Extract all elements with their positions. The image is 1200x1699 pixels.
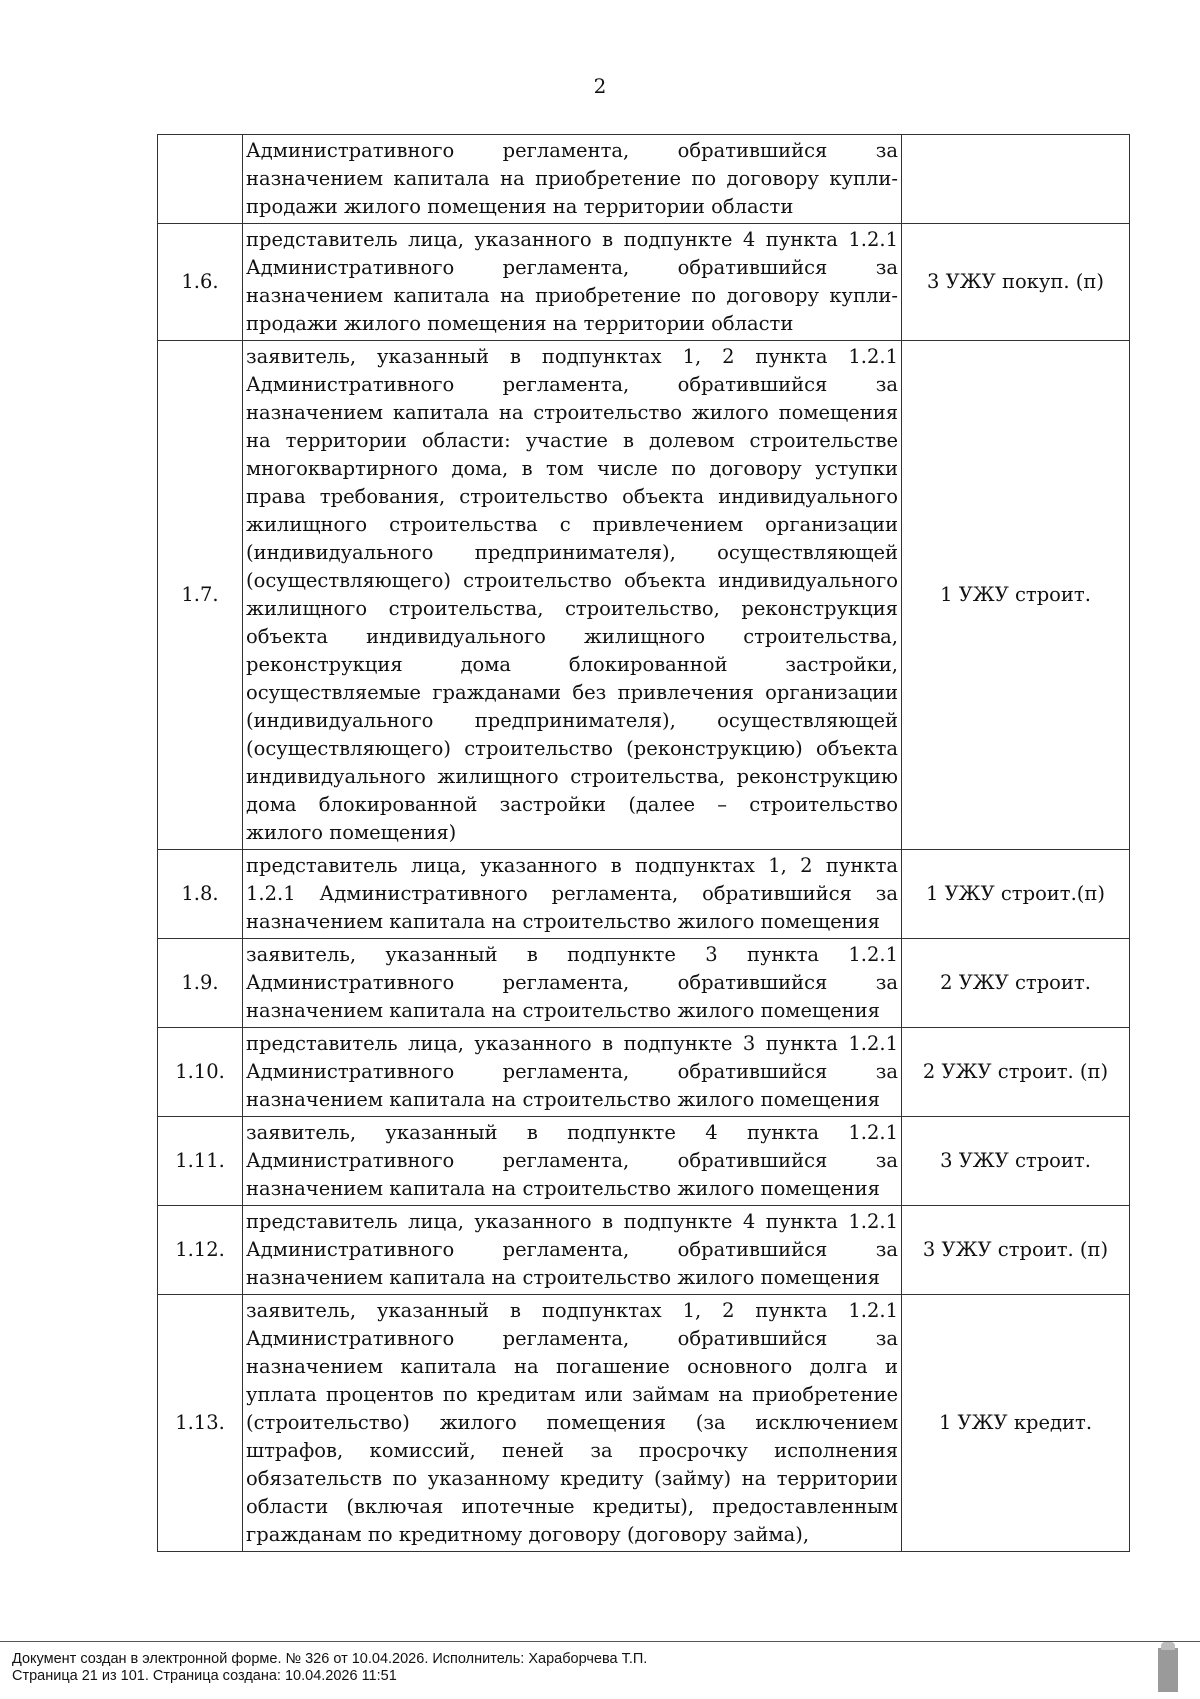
row-code: 3 УЖУ строит.: [902, 1117, 1130, 1206]
footer-page-info: Страница 21 из 101. Страница создана: 10.04.2026 11:51: [12, 1668, 397, 1684]
table-row: [158, 1117, 1130, 1206]
document-footer: [0, 1641, 1200, 1699]
table-row: [158, 135, 1130, 224]
row-code: [902, 135, 1130, 224]
coat-of-arms-icon: [1158, 1648, 1178, 1692]
row-number: 1.10.: [158, 1028, 243, 1117]
row-number: 1.7.: [158, 341, 243, 850]
row-description: представитель лица, указанного в подпункте 3 пункта 1.2.1 Административного регламента, обратившийся за назначением капитала на строительство жилого помещения: [243, 1028, 902, 1117]
row-description: представитель лица, указанного в подпункте 4 пункта 1.2.1 Административного регламента, обратившийся за назначением капитала на строительство жилого помещения: [243, 1206, 902, 1295]
row-code: 1 УЖУ строит.: [902, 341, 1130, 850]
table-row: [158, 1028, 1130, 1117]
row-description: представитель лица, указанного в подпунктах 1, 2 пункта 1.2.1 Административного регламента, обратившийся за назначением капитала на строительство жилого помещения: [243, 850, 902, 939]
page-number: 2: [593, 74, 607, 98]
row-number: 1.6.: [158, 224, 243, 341]
row-number: 1.11.: [158, 1117, 243, 1206]
row-code: 1 УЖУ кредит.: [902, 1295, 1130, 1552]
table-row: [158, 1295, 1130, 1552]
footer-text: [12, 1651, 647, 1685]
row-number: 1.9.: [158, 939, 243, 1028]
row-code: 3 УЖУ покуп. (п): [902, 224, 1130, 341]
row-description: заявитель, указанный в подпунктах 1, 2 пункта 1.2.1 Административного регламента, обратившийся за назначением капитала на погашение основного долга и уплата процентов по кредитам или займам на приобретение (строительство) жилого помещения (за исключением штрафов, комиссий, пеней за просрочку исполнения обязательств по указанному кредиту (займу) на территории области (включая ипотечные кредиты), предоставленным гражданам по кредитному договору (договору займа),: [243, 1295, 902, 1552]
table-row: [158, 1206, 1130, 1295]
row-description: заявитель, указанный в подпункте 3 пункта 1.2.1 Административного регламента, обратившийся за назначением капитала на строительство жилого помещения: [243, 939, 902, 1028]
row-code: 3 УЖУ строит. (п): [902, 1206, 1130, 1295]
row-code: 1 УЖУ строит.(п): [902, 850, 1130, 939]
row-number: 1.13.: [158, 1295, 243, 1552]
table-row: [158, 224, 1130, 341]
row-code: 2 УЖУ строит. (п): [902, 1028, 1130, 1117]
row-description: представитель лица, указанного в подпункте 4 пункта 1.2.1 Административного регламента, обратившийся за назначением капитала на приобретение по договору купли-продажи жилого помещения на территории области: [243, 224, 902, 341]
row-number: 1.8.: [158, 850, 243, 939]
row-number: 1.12.: [158, 1206, 243, 1295]
footer-document-info: Документ создан в электронной форме. № 326 от 10.04.2026. Исполнитель: Хараборчева Т.П.: [12, 1651, 648, 1667]
row-code: 2 УЖУ строит.: [902, 939, 1130, 1028]
row-description: заявитель, указанный в подпунктах 1, 2 пункта 1.2.1 Административного регламента, обратившийся за назначением капитала на строительство жилого помещения на территории области: участие в долевом строительстве многоквартирного дома, в том числе по договору уступки права требования, строительство объекта индивидуального жилищного строительства с привлечением организации (индивидуального предпринимателя), осуществляющей (осуществляющего) строительство объекта индивидуального жилищного строительства, строительство, реконструкция объекта индивидуального жилищного строительства, реконструкция дома блокированной застройки, осуществляемые гражданами без привлечения организации (индивидуального предпринимателя), осуществляющей (осуществляющего) строительство (реконструкцию) объекта индивидуального жилищного строительства, реконструкцию дома блокированной застройки (далее – строительство жилого помещения): [243, 341, 902, 850]
document-table: [157, 134, 1130, 1552]
table-row: [158, 939, 1130, 1028]
row-description: Административного регламента, обратившийся за назначением капитала на приобретение по договору купли-продажи жилого помещения на территории области: [243, 135, 902, 224]
table-row: [158, 341, 1130, 850]
table-row: [158, 850, 1130, 939]
row-number: [158, 135, 243, 224]
row-description: заявитель, указанный в подпункте 4 пункта 1.2.1 Административного регламента, обратившийся за назначением капитала на строительство жилого помещения: [243, 1117, 902, 1206]
